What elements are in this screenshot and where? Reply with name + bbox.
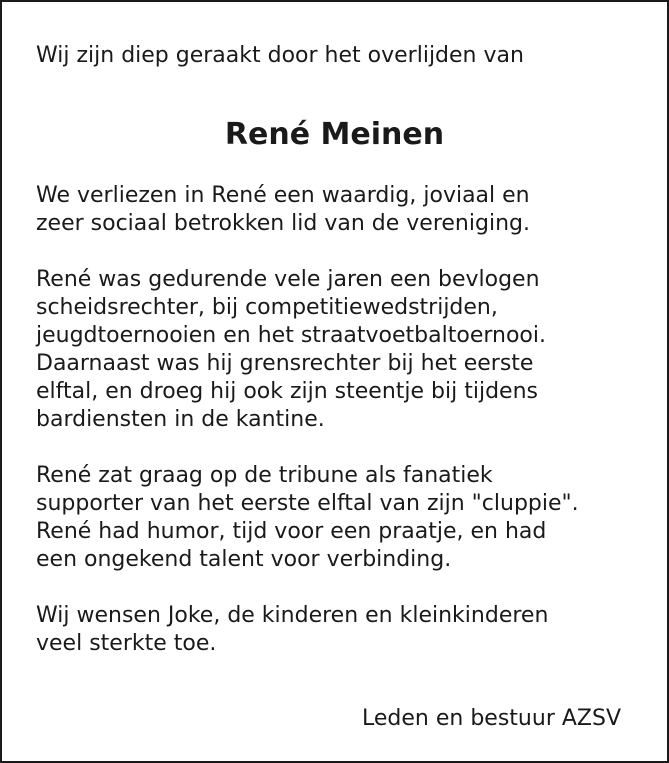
text-line: veel sterkte toe. [36, 631, 217, 656]
text-line: supporter van het eerste elftal van zijn "cluppie". [36, 491, 579, 516]
deceased-name: René Meinen [224, 117, 445, 152]
text-line: zeer sociaal betrokken lid van de vereniging. [36, 211, 530, 236]
text-line: René was gedurende vele jaren een bevlogen [36, 267, 540, 292]
text-line: René had humor, tijd voor een praatje, en had [36, 519, 547, 544]
text-line: bardiensten in de kantine. [36, 407, 325, 432]
text-line: een ongekend talent voor verbinding. [36, 547, 452, 572]
intro-text: Wij zijn diep geraakt door het overlijden van [36, 43, 524, 68]
paragraph-tribute [36, 182, 530, 238]
paragraph-referee [36, 266, 546, 434]
text-line: René zat graag op de tribune als fanatiek [36, 463, 493, 488]
paragraph-supporter [36, 462, 579, 574]
text-line: scheidsrechter, bij competitiewedstrijden, [36, 295, 498, 320]
text-line: Wij wensen Joke, de kinderen en kleinkinderen [36, 603, 549, 628]
text-line: elftal, en droeg hij ook zijn steentje bij tijdens [36, 379, 538, 404]
signature: Leden en bestuur AZSV [362, 706, 621, 731]
text-line: jeugdtoernooien en het straatvoetbaltoernooi. [36, 323, 546, 348]
paragraph-condolence [36, 602, 548, 658]
text-line: Daarnaast was hij grensrechter bij het eerste [36, 351, 534, 376]
text-line: We verliezen in René een waardig, joviaal en [36, 183, 530, 208]
